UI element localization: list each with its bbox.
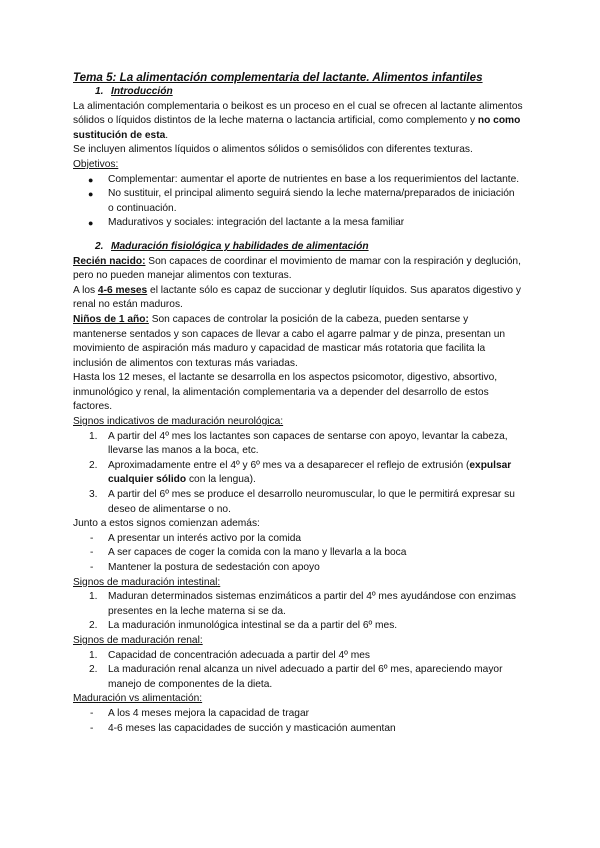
- document-title: Tema 5: La alimentación complementaria del lactante. Alimentos infantiles: [73, 71, 483, 84]
- intestinal-list: [73, 590, 523, 634]
- list-item: - A ser capaces de coger la comida con la mano y llevarla a la boca: [90, 547, 407, 559]
- intro-text-c: .: [165, 129, 169, 141]
- bullet-icon: ●: [88, 189, 94, 200]
- list-item: ● No sustituir, el principal alimento seguirá siendo la leche materna/preparados de iniciación o continuación.: [88, 188, 515, 214]
- list-item: 2. Aproximadamente entre el 4º y 6º mes va a desaparecer el reflejo de extrusión (expulsar cualquier sólido con la lengua).: [89, 459, 512, 486]
- intro-paragraph: [73, 100, 523, 144]
- list-item: 1. Capacidad de concentración adecuada a partir del 4º mes: [89, 649, 370, 661]
- neuro-list: [73, 430, 523, 518]
- recien-nacido-label: Recién nacido:: [73, 255, 146, 267]
- section-1-title: Introducción: [111, 86, 173, 97]
- renal-list: [73, 649, 523, 693]
- intro-text-bold: no como sustitución de esta: [73, 115, 521, 141]
- list-item: - Mantener la postura de sedestación con apoyo: [90, 562, 320, 573]
- cuatro-seis-meses-paragraph: A los 4-6 meses el lactante sólo es capaz de succionar y deglutir líquidos. Sus aparatos digestivo y renal no están maduros.: [73, 284, 521, 311]
- objetivos-list: [73, 173, 523, 231]
- list-item: - A presentar un interés activo por la comida: [90, 532, 302, 544]
- textures-paragraph: Se incluyen alimentos líquidos o alimentos sólidos o semisólidos con diferentes texturas.: [73, 144, 473, 156]
- intestinal-label: Signos de maduración intestinal:: [73, 576, 221, 588]
- junto-label: Junto a estos signos comienzan además:: [73, 518, 260, 530]
- section-2-number: 2.: [95, 240, 104, 252]
- ninos-un-ano-paragraph: Niños de 1 año: Son capaces de controlar la posición de la cabeza, pueden sentarse y mantenerse sentados y son capaces de llevar a cabo el agarre palmar y de pinza, presentan un movimiento de aspiración más maduro y capacidad de masticar más rotatoria que facilita la inclusión de alimentos con texturas más variadas.: [73, 313, 506, 369]
- list-item: ● Complementar: aumentar el aporte de nutrientes en base a los requerimientos del lactante.: [73, 173, 523, 188]
- list-item: 1. A partir del 4º mes los lactantes son capaces de sentarse con apoyo, levantar la cabeza, llevarse las manos a la boca, etc.: [89, 430, 508, 457]
- ninos-un-ano-label: Niños de 1 año:: [73, 313, 149, 325]
- list-item: - A los 4 meses mejora la capacidad de tragar: [90, 707, 310, 719]
- renal-label: Signos de maduración renal:: [73, 634, 203, 646]
- maduracion-alimentacion-label: Maduración vs alimentación:: [73, 693, 203, 705]
- section-2-title: Maduración fisiológica y habilidades de alimentación: [111, 240, 369, 252]
- section-1-heading: [95, 85, 523, 100]
- list-item: 1. Maduran determinados sistemas enzimáticos a partir del 4º mes ayudándose con enzimas presentes en la leche materna si se da.: [89, 591, 517, 617]
- section-2-heading: [95, 240, 523, 255]
- list-item: 2. La maduración inmunológica intestinal se da a partir del 6º mes.: [89, 620, 398, 632]
- recien-nacido-paragraph: Recién nacido: Son capaces de coordinar el movimiento de mamar con la respiración y deglución, pero no pueden manejar alimentos con texturas.: [73, 255, 521, 282]
- maduracion-alimentacion-list: [73, 707, 523, 736]
- objetivos-label: Objetivos:: [73, 158, 119, 170]
- intro-text-a: La alimentación complementaria o beikost es un proceso en el cual se ofrecen al lactante alimentos sólidos o líquidos distintos de la leche materna o lactancia artificial, como complemento y: [73, 100, 523, 127]
- list-item: 3. A partir del 6º mes se produce el desarrollo neuromuscular, lo que le permitirá expresar su deseo de alimentarse o no.: [89, 489, 515, 515]
- list-item: 2. La maduración renal alcanza un nivel adecuado a partir del 6º mes, apareciendo mayor manejo de componentes de la dieta.: [89, 664, 503, 690]
- section-1-number: 1.: [95, 86, 104, 97]
- list-item: - 4-6 meses las capacidades de succión y masticación aumentan: [90, 722, 396, 734]
- doce-meses-paragraph: Hasta los 12 meses, el lactante se desarrolla en los aspectos psicomotor, digestivo, absortivo, inmunológico y renal, la alimentación complementaria va a depender del desarrollo de estos factores.: [73, 372, 498, 413]
- list-item: ● Madurativos y sociales: integración del lactante a la mesa familiar: [73, 216, 523, 231]
- junto-list: [73, 532, 523, 576]
- neuro-label: Signos indicativos de maduración neurológica:: [73, 416, 284, 428]
- document-page: [73, 70, 523, 736]
- bullet-icon: ●: [88, 218, 94, 229]
- bullet-icon: ●: [88, 174, 94, 185]
- cuatro-seis-meses-label: 4-6 meses: [97, 284, 148, 296]
